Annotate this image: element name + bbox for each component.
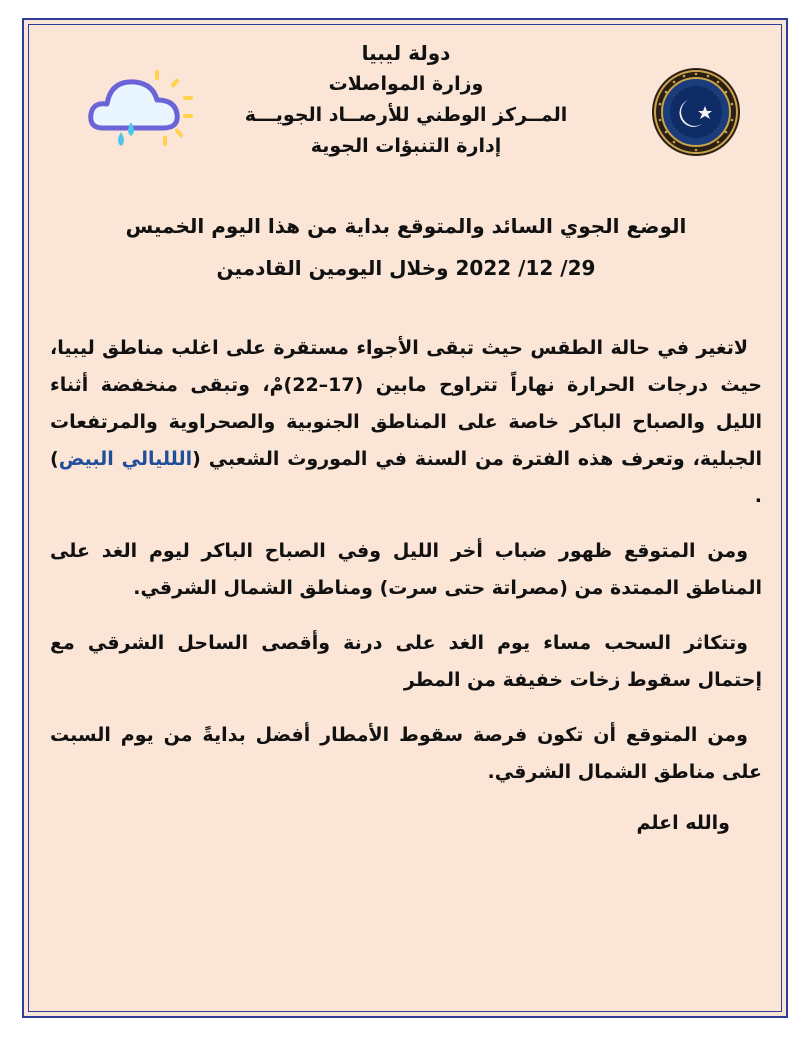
title-line-1: الوضع الجوي السائد والمتوقع بداية من هذا اليوم الخميس [125, 214, 687, 238]
center-name: المــركز الوطني للأرصــاد الجويـــة [244, 104, 568, 126]
title-line-2: 29/ 12/ 2022 وخلال اليومين القادمين [216, 256, 596, 280]
document-header [0, 38, 812, 162]
paragraph-2: ومن المتوقع ظهور ضباب أخر الليل وفي الصباح الباكر ليوم الغد على المناطق الممتدة من (مصراتة حتى سرت) ومناطق الشمال الشرقي. [50, 540, 762, 599]
paragraph-1-end: ) . [50, 448, 762, 507]
paragraph-1-text: لاتغير في حالة الطقس حيث تبقى الأجواء مستقرة على اغلب مناطق ليبيا، حيث درجات الحرارة نهاراً تتراوح مابين (17–22)مْ، وتبقى منخفضة أثناء الليل والصباح الباكر خاصة على المناطق الجنوبية والصحراوية والمرتفعات الجبلية، وتعرف هذه الفترة من السنة في الموروث الشعبي ( [50, 337, 762, 470]
paragraph-4: ومن المتوقع أن تكون فرصة سقوط الأمطار أفضل بدايةً من يوم السبت على مناطق الشمال الشرقي. [50, 724, 762, 783]
closing-phrase: والله اعلم [636, 812, 730, 834]
ministry-name: وزارة المواصلات [328, 73, 484, 95]
paragraph-1 [50, 330, 762, 515]
paragraph-3: وتتكاثر السحب مساء يوم الغد على درنة وأقصى الساحل الشرقي مع إحتمال سقوط زخات خفيفة من المطر [50, 632, 762, 691]
country-name: دولة ليبيا [361, 41, 451, 65]
document-title [60, 205, 752, 289]
highlighted-term: اللليالي البيض [58, 448, 193, 470]
department-name: إدارة التنبؤات الجوية [310, 135, 502, 157]
document-body [50, 330, 762, 809]
